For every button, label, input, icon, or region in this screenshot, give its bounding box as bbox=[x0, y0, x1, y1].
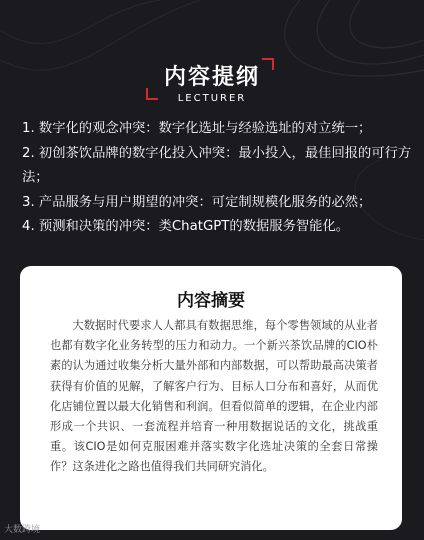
watermark: 大数跨境 bbox=[4, 525, 41, 535]
page-subtitle: LECTURER bbox=[177, 93, 247, 104]
title-block bbox=[0, 60, 424, 104]
summary-body: 大数据时代要求人人都具有数据思维，每个零售领域的从业者也都有数字化业务转型的压力和动力。一个新兴茶饮品牌的CIO朴素的认为通过收集分析大量外部和内部数据，可以帮助最高决策者获得有价值的见解，了解客户行为、目标人口分布和喜好，从而优化店铺位置以最大化销售和利润。但看似简单的逻辑，在企业内部形成一个共识、一套流程并培育一种用数据说话的文化，挑战重重。该CIO是如何克服困难并落实数字化选址决策的全套日常操作？这条进化之路也值得我们共同研究消化。 bbox=[50, 319, 378, 474]
outline-item: 2. 初创茶饮品牌的数字化投入冲突：最小投入，最佳回报的可行方法； bbox=[22, 145, 412, 185]
outline-item: 3. 产品服务与用户期望的冲突：可定制规模化服务的必然； bbox=[22, 194, 372, 210]
outline-list bbox=[22, 117, 412, 240]
page-title: 内容提纲 bbox=[163, 65, 260, 90]
outline-item: 4. 预测和决策的冲突：类ChatGPT的数据服务智能化。 bbox=[22, 219, 350, 234]
summary-card bbox=[20, 266, 402, 530]
summary-title: 内容摘要 bbox=[177, 291, 245, 311]
outline-item: 1. 数字化的观念冲突：数字化选址与经验选址的对立统一； bbox=[22, 121, 372, 136]
